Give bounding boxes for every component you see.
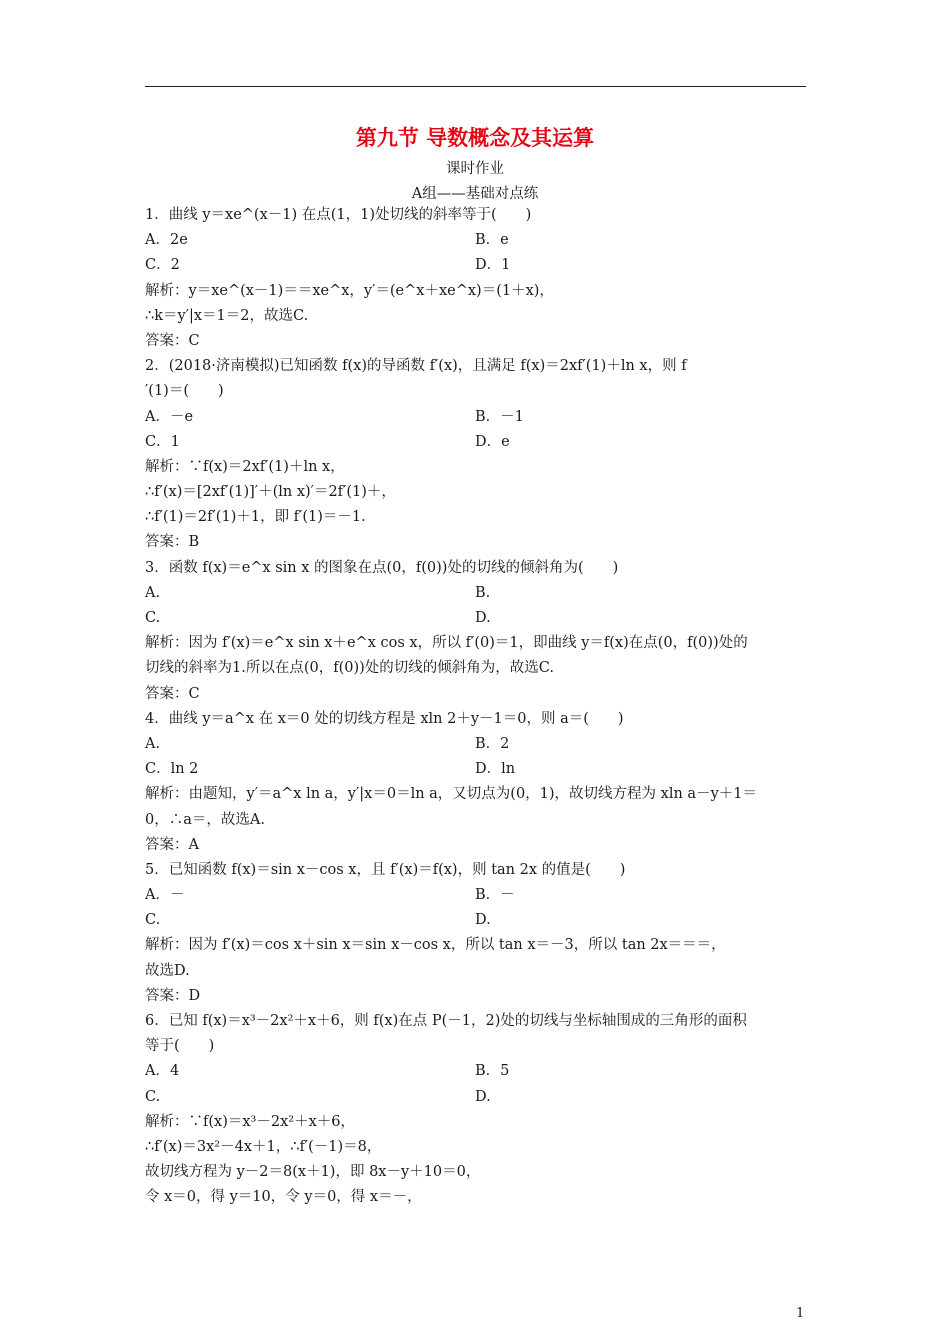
text-line: ′(1)＝( ) [145, 383, 224, 400]
option-row [145, 908, 810, 933]
text-line: 解析：因为 f′(x)＝e^x sin x＋e^x cos x，所以 f′(0)＝1，即曲线 y＝f(x)在点(0，f(0))处的 [145, 635, 748, 652]
option-right: B．5 [475, 1063, 510, 1080]
text-line: 令 x＝0，得 y＝10，令 y＝0，得 x＝－， [145, 1189, 422, 1206]
text-line: 5．已知函数 f(x)＝sin x－cos x，且 f′(x)＝f(x)，则 tan 2x 的值是( ) [145, 861, 626, 878]
option-row [145, 606, 810, 631]
text-line: 答案：B [145, 534, 200, 551]
text-line: 解析：由题知，y′＝a^x ln a，y′|x＝0＝ln a，又切点为(0，1)，故切线方程为 xln a－y＋1＝ [145, 786, 757, 803]
text-line: 故选D. [145, 962, 190, 979]
text-line: 切线的斜率为1.所以在点(0，f(0))处的切线的倾斜角为，故选C. [145, 660, 554, 677]
option-left: C. [145, 610, 161, 626]
option-row [145, 1085, 810, 1110]
option-left: A. [145, 735, 161, 752]
text-line: 故切线方程为 y－2＝8(x＋1)，即 8x－y＋10＝0， [145, 1164, 481, 1181]
option-left: C. [145, 1088, 161, 1105]
option-row [145, 732, 810, 757]
text-line: 解析：∵f(x)＝2xf′(1)＋ln x， [145, 458, 345, 475]
option-row [145, 228, 810, 253]
option-right: B．－1 [475, 408, 524, 425]
text-line: 等于( ) [145, 1038, 215, 1055]
option-row [145, 405, 810, 430]
option-right: D. [475, 1088, 491, 1105]
option-right: B．2 [475, 735, 510, 752]
text-line: 3．函数 f(x)＝e^x sin x 的图象在点(0，f(0))处的切线的倾斜角为( ) [145, 559, 619, 576]
text-line: 1．曲线 y＝xe^(x－1) 在点(1，1)处切线的斜率等于( ) [145, 207, 532, 223]
text-line: ∴f′(x)＝[2xf′(1)]′＋(ln x)′＝2f′(1)＋， [145, 484, 396, 501]
option-right: D．ln [475, 761, 516, 778]
option-left: A．－e [145, 408, 194, 425]
option-row [145, 1059, 810, 1084]
option-right: B．－ [475, 887, 515, 904]
header-rule [145, 86, 806, 87]
group-heading: A组——基础对点练 [411, 186, 539, 202]
option-left: C．ln 2 [145, 761, 199, 778]
text-line: ∴f′(x)＝3x²－4x＋1，∴f′(－1)＝8， [145, 1138, 382, 1155]
option-left: A．－ [145, 887, 185, 904]
option-right: D．1 [475, 257, 511, 274]
text-line: ∴k＝y′|x＝1＝2，故选C. [145, 307, 309, 324]
text-line: 答案：D [145, 987, 201, 1004]
option-left: A．2e [145, 232, 188, 249]
option-left: A．4 [145, 1063, 180, 1080]
text-line: 解析：y＝xe^(x－1)＝＝xe^x，y′＝(e^x＋xe^x)＝(1＋x)， [145, 282, 554, 299]
page-number: 1 [796, 1306, 805, 1321]
option-right: D．e [475, 433, 510, 450]
text-line: 解析：∵f(x)＝x³－2x²＋x＋6， [145, 1113, 355, 1130]
option-row [145, 883, 810, 908]
text-line: 0，∴a＝，故选A. [145, 811, 265, 828]
page-title: 第九节 导数概念及其运算 [355, 126, 595, 150]
option-right: D. [475, 912, 491, 929]
option-row [145, 581, 810, 606]
option-left: C. [145, 912, 161, 929]
option-row [145, 430, 810, 455]
option-right: B．e [475, 232, 509, 249]
option-row [145, 757, 810, 782]
option-right: B. [475, 584, 491, 601]
option-row [145, 253, 810, 278]
option-left: C．2 [145, 257, 180, 274]
text-line: 4．曲线 y＝a^x 在 x＝0 处的切线方程是 xln 2＋y－1＝0，则 a＝( ) [145, 710, 624, 727]
option-left: A. [145, 584, 161, 601]
text-line: 2．(2018·济南模拟)已知函数 f(x)的导函数 f′(x)，且满足 f(x)＝2xf′(1)＋ln x，则 f [145, 358, 687, 375]
option-right: D. [475, 610, 491, 626]
text-line: 6．已知 f(x)＝x³－2x²＋x＋6，则 f(x)在点 P(－1，2)处的切线与坐标轴围成的三角形的面积 [145, 1013, 747, 1029]
text-line: ∴f′(1)＝2f′(1)＋1，即 f′(1)＝－1. [145, 509, 366, 526]
text-line: 答案：A [145, 836, 199, 853]
text-line: 答案：C [145, 332, 200, 349]
exercise-content [145, 203, 810, 1211]
text-line: 解析：因为 f′(x)＝cos x＋sin x＝sin x－cos x，所以 tan x＝－3，所以 tan 2x＝＝＝， [145, 937, 726, 954]
text-line: 答案：C [145, 685, 200, 702]
section-subtitle: 课时作业 [446, 161, 504, 177]
option-left: C．1 [145, 433, 180, 450]
